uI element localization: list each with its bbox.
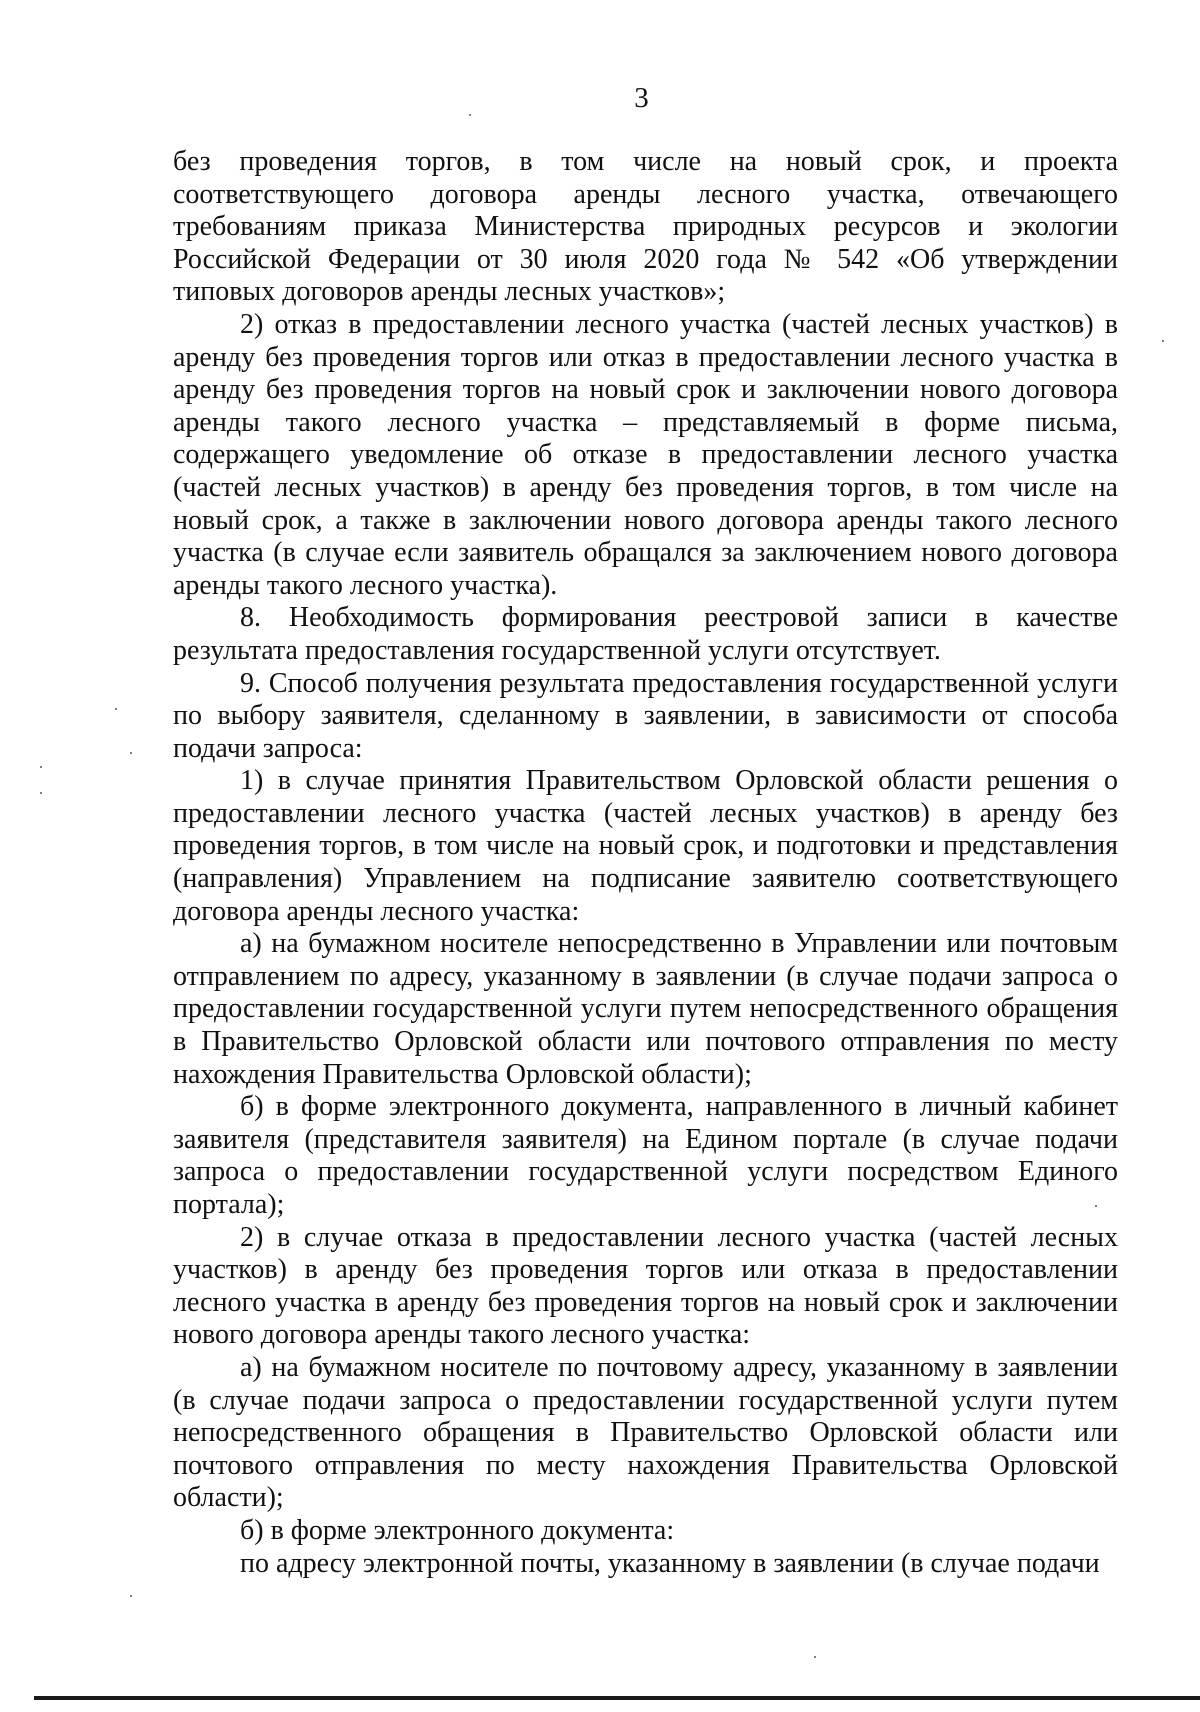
paragraph-clause-9-item-2b: б) в форме электронного документа: xyxy=(240,1514,675,1546)
paragraph-clause-9-item-1: 1) в случае принятия Правительством Орловской области решения о предоставлении лесного участка (частей лесных участков) в аренду без проведения торгов, в том числе на новый срок, и подготовки и представления (направления) Управлением на подписание заявителю соответствующего договора аренды лесного участка: xyxy=(173,765,1118,927)
scan-speck xyxy=(40,766,42,768)
page-number: 3 xyxy=(634,82,649,114)
paragraph-clause-9-item-2b-email: по адресу электронной почты, указанному в заявлении (в случае подачи xyxy=(240,1547,1100,1579)
scan-speck xyxy=(130,752,132,754)
paragraph-clause-9-item-2: 2) в случае отказа в предоставлении лесного участка (частей лесных участков) в аренду без проведения торгов или отказа в предоставлении лесного участка в аренду без проведения торгов на новый срок и заключении нового договора аренды такого лесного участка: xyxy=(173,1221,1118,1351)
paragraph-clause-9: 9. Способ получения результата предоставления государственной услуги по выбору заявителя, сделанному в заявлении, в зависимости от способа подачи запроса: xyxy=(173,667,1118,764)
paragraph-clause-9-item-2a: а) на бумажном носителе по почтовому адресу, указанному в заявлении (в случае подачи запроса о предоставлении государственной услуги путем непосредственного обращения в Правительство Орловской области или почтового отправления по месту нахождения Правительства Орловской области); xyxy=(173,1351,1118,1514)
scan-speck xyxy=(1162,340,1164,342)
paragraph-clause-9-item-1a: а) на бумажном носителе непосредственно в Управлении или почтовым отправлением по адресу, указанному в заявлении (в случае подачи запроса о предоставлении государственной услуги путем непосредственного обращения в Правительство Орловской области или почтового отправления по месту нахождения Правительства Орловской области); xyxy=(173,928,1118,1090)
bottom-scan-border xyxy=(34,1696,1200,1700)
paragraph-clause-8: 8. Необходимость формирования реестровой записи в качестве результата предоставления государственной услуги отсутствует. xyxy=(173,602,1118,666)
document-body xyxy=(173,146,1118,1580)
paragraph-continuation: без проведения торгов, в том числе на новый срок, и проекта соответствующего договора аренды лесного участка, отвечающего требованиям приказа Министерства природных ресурсов и экологии Российской Федерации от 30 июля 2020 года № 542 «Об утверждении типовых договоров аренды лесных участков»; xyxy=(173,146,1118,308)
scan-speck xyxy=(130,1595,132,1597)
scan-speck xyxy=(469,114,471,116)
paragraph-clause-9-item-1b: б) в форме электронного документа, направленного в личный кабинет заявителя (представителя заявителя) на Едином портале (в случае подачи запроса о предоставлении государственной услуги посредством Единого портала); xyxy=(173,1091,1118,1220)
scan-speck xyxy=(40,792,42,794)
scan-speck xyxy=(814,1656,816,1658)
paragraph-item-2-refusal: 2) отказ в предоставлении лесного участка (частей лесных участков) в аренду без проведения торгов или отказ в предоставлении лесного участка в аренду без проведения торгов на новый срок и заключении нового договора аренды такого лесного участка – представляемый в форме письма, содержащего уведомление об отказе в предоставлении лесного участка (частей лесных участков) в аренду без проведения торгов, в том числе на новый срок, а также в заключении нового договора аренды такого лесного участка (в случае если заявитель обращался за заключением нового договора аренды такого лесного участка). xyxy=(173,308,1118,601)
scan-speck xyxy=(1095,1205,1097,1207)
scan-speck xyxy=(115,708,117,710)
